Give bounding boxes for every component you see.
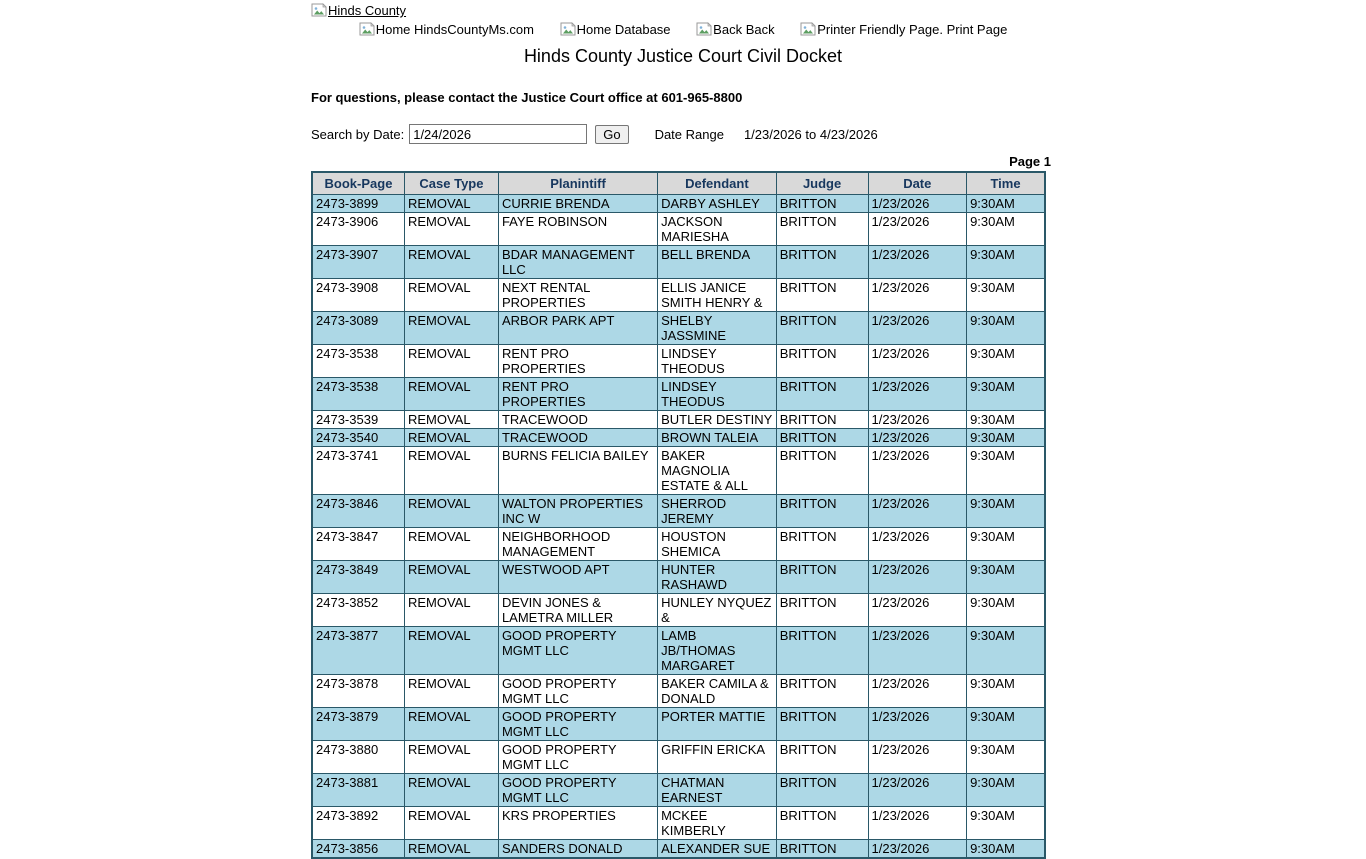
cell-plaintiff: DEVIN JONES & LAMETRA MILLER	[498, 594, 657, 627]
cell-defendant: HUNLEY NYQUEZ &	[658, 594, 777, 627]
cell-defendant: SHELBY JASSMINE	[658, 312, 777, 345]
cell-date: 1/23/2026	[868, 627, 967, 675]
page-container	[311, 0, 1055, 859]
cell-time: 9:30AM	[967, 495, 1045, 528]
go-button[interactable]: Go	[595, 125, 628, 144]
cell-time: 9:30AM	[967, 246, 1045, 279]
cell-time: 9:30AM	[967, 279, 1045, 312]
cell-time: 9:30AM	[967, 627, 1045, 675]
cell-plaintiff: SANDERS DONALD	[498, 840, 657, 859]
cell-time: 9:30AM	[967, 840, 1045, 859]
cell-defendant: GRIFFIN ERICKA	[658, 741, 777, 774]
cell-judge: BRITTON	[776, 447, 868, 495]
cell-time: 9:30AM	[967, 378, 1045, 411]
cell-case-type: REMOVAL	[404, 528, 498, 561]
cell-defendant: LINDSEY THEODUS	[658, 378, 777, 411]
cell-date: 1/23/2026	[868, 840, 967, 859]
cell-defendant: ELLIS JANICE SMITH HENRY &	[658, 279, 777, 312]
table-row	[312, 495, 1045, 528]
cell-case-type: REMOVAL	[404, 807, 498, 840]
cell-defendant: ALEXANDER SUE	[658, 840, 777, 859]
cell-book-page: 2473-3906	[312, 213, 404, 246]
table-row	[312, 774, 1045, 807]
cell-defendant: BELL BRENDA	[658, 246, 777, 279]
cell-book-page: 2473-3907	[312, 246, 404, 279]
column-header-time: Time	[967, 172, 1045, 195]
cell-date: 1/23/2026	[868, 279, 967, 312]
nav-label: HindsCountyMs.com	[414, 22, 534, 37]
cell-book-page: 2473-3879	[312, 708, 404, 741]
cell-judge: BRITTON	[776, 627, 868, 675]
docket-table-body	[312, 195, 1045, 859]
table-row	[312, 345, 1045, 378]
cell-judge: BRITTON	[776, 279, 868, 312]
cell-defendant: BROWN TALEIA	[658, 429, 777, 447]
cell-date: 1/23/2026	[868, 246, 967, 279]
page-number: Page 1	[1009, 154, 1051, 169]
cell-case-type: REMOVAL	[404, 675, 498, 708]
page-title: Hinds County Justice Court Civil Docket	[523, 46, 843, 66]
cell-date: 1/23/2026	[868, 774, 967, 807]
table-row	[312, 840, 1045, 859]
cell-date: 1/23/2026	[868, 741, 967, 774]
search-bar	[311, 124, 1055, 144]
table-row	[312, 627, 1045, 675]
nav-label: Back	[745, 22, 775, 37]
cell-plaintiff: TRACEWOOD	[498, 411, 657, 429]
date-range-label: Date Range	[654, 126, 724, 142]
cell-time: 9:30AM	[967, 741, 1045, 774]
cell-defendant: PORTER MATTIE	[658, 708, 777, 741]
broken-image-icon	[311, 3, 327, 17]
cell-defendant: SHERROD JEREMY	[658, 495, 777, 528]
cell-case-type: REMOVAL	[404, 561, 498, 594]
cell-case-type: REMOVAL	[404, 213, 498, 246]
cell-book-page: 2473-3881	[312, 774, 404, 807]
cell-plaintiff: WESTWOOD APT	[498, 561, 657, 594]
cell-book-page: 2473-3908	[312, 279, 404, 312]
table-row	[312, 246, 1045, 279]
cell-time: 9:30AM	[967, 411, 1045, 429]
cell-plaintiff: BDAR MANAGEMENT LLC	[498, 246, 657, 279]
cell-date: 1/23/2026	[868, 213, 967, 246]
cell-plaintiff: TRACEWOOD	[498, 429, 657, 447]
cell-time: 9:30AM	[967, 195, 1045, 213]
cell-judge: BRITTON	[776, 561, 868, 594]
cell-case-type: REMOVAL	[404, 246, 498, 279]
cell-time: 9:30AM	[967, 708, 1045, 741]
table-row	[312, 213, 1045, 246]
cell-judge: BRITTON	[776, 528, 868, 561]
cell-defendant: CHATMAN EARNEST	[658, 774, 777, 807]
broken-image-icon	[696, 22, 712, 36]
cell-book-page: 2473-3846	[312, 495, 404, 528]
column-header-book-page: Book-Page	[312, 172, 404, 195]
cell-book-page: 2473-3538	[312, 345, 404, 378]
table-row	[312, 807, 1045, 840]
table-row	[312, 708, 1045, 741]
cell-date: 1/23/2026	[868, 411, 967, 429]
cell-book-page: 2473-3538	[312, 378, 404, 411]
cell-date: 1/23/2026	[868, 312, 967, 345]
docket-table	[311, 171, 1046, 859]
search-date-input[interactable]	[409, 124, 587, 144]
nav-alt-text: Back	[713, 22, 743, 37]
cell-judge: BRITTON	[776, 246, 868, 279]
table-row	[312, 429, 1045, 447]
cell-book-page: 2473-3899	[312, 195, 404, 213]
table-row	[312, 675, 1045, 708]
docket-table-header	[312, 172, 1045, 195]
cell-plaintiff: GOOD PROPERTY MGMT LLC	[498, 741, 657, 774]
cell-defendant: BAKER MAGNOLIA ESTATE & ALL	[658, 447, 777, 495]
cell-defendant: HUNTER RASHAWD	[658, 561, 777, 594]
table-row	[312, 279, 1045, 312]
cell-case-type: REMOVAL	[404, 627, 498, 675]
cell-book-page: 2473-3847	[312, 528, 404, 561]
cell-case-type: REMOVAL	[404, 774, 498, 807]
nav-alt-text: Home	[375, 22, 411, 37]
cell-time: 9:30AM	[967, 528, 1045, 561]
cell-book-page: 2473-3878	[312, 675, 404, 708]
cell-case-type: REMOVAL	[404, 708, 498, 741]
cell-date: 1/23/2026	[868, 708, 967, 741]
cell-case-type: REMOVAL	[404, 594, 498, 627]
cell-date: 1/23/2026	[868, 447, 967, 495]
cell-date: 1/23/2026	[868, 429, 967, 447]
search-by-date-label: Search by Date:	[311, 126, 405, 142]
cell-date: 1/23/2026	[868, 561, 967, 594]
logo-alt-text: Hinds County	[328, 3, 407, 18]
cell-case-type: REMOVAL	[404, 345, 498, 378]
cell-defendant: DARBY ASHLEY	[658, 195, 777, 213]
cell-judge: BRITTON	[776, 429, 868, 447]
cell-case-type: REMOVAL	[404, 447, 498, 495]
cell-judge: BRITTON	[776, 312, 868, 345]
nav-label: Print Page	[946, 22, 1008, 37]
cell-time: 9:30AM	[967, 594, 1045, 627]
cell-defendant: LINDSEY THEODUS	[658, 345, 777, 378]
table-row	[312, 741, 1045, 774]
cell-judge: BRITTON	[776, 378, 868, 411]
cell-judge: BRITTON	[776, 741, 868, 774]
nav-home-database[interactable]	[560, 22, 671, 37]
cell-book-page: 2473-3741	[312, 447, 404, 495]
cell-plaintiff: ARBOR PARK APT	[498, 312, 657, 345]
cell-case-type: REMOVAL	[404, 195, 498, 213]
cell-judge: BRITTON	[776, 195, 868, 213]
cell-plaintiff: GOOD PROPERTY MGMT LLC	[498, 774, 657, 807]
cell-book-page: 2473-3849	[312, 561, 404, 594]
cell-defendant: BAKER CAMILA & DONALD	[658, 675, 777, 708]
cell-book-page: 2473-3539	[312, 411, 404, 429]
cell-judge: BRITTON	[776, 675, 868, 708]
nav-back[interactable]	[696, 22, 774, 37]
cell-case-type: REMOVAL	[404, 840, 498, 859]
broken-image-icon	[560, 22, 576, 36]
broken-image-icon	[359, 22, 375, 36]
cell-time: 9:30AM	[967, 447, 1045, 495]
cell-judge: BRITTON	[776, 213, 868, 246]
table-row	[312, 411, 1045, 429]
cell-time: 9:30AM	[967, 675, 1045, 708]
cell-case-type: REMOVAL	[404, 741, 498, 774]
cell-date: 1/23/2026	[868, 345, 967, 378]
cell-judge: BRITTON	[776, 708, 868, 741]
cell-book-page: 2473-3877	[312, 627, 404, 675]
nav-print-page[interactable]	[800, 22, 1007, 37]
cell-judge: BRITTON	[776, 594, 868, 627]
contact-info-line: For questions, please contact the Justice Court office at 601-965-8800	[311, 90, 743, 105]
hinds-county-logo-link[interactable]	[311, 3, 406, 18]
cell-defendant: LAMB JB/THOMAS MARGARET	[658, 627, 777, 675]
cell-date: 1/23/2026	[868, 675, 967, 708]
nav-home-hindscountyms[interactable]	[359, 22, 534, 37]
cell-judge: BRITTON	[776, 807, 868, 840]
cell-date: 1/23/2026	[868, 807, 967, 840]
nav-alt-text: Home	[576, 22, 612, 37]
cell-judge: BRITTON	[776, 495, 868, 528]
table-row	[312, 195, 1045, 213]
cell-book-page: 2473-3852	[312, 594, 404, 627]
cell-time: 9:30AM	[967, 213, 1045, 246]
cell-defendant: HOUSTON SHEMICA	[658, 528, 777, 561]
cell-judge: BRITTON	[776, 840, 868, 859]
table-row	[312, 447, 1045, 495]
nav-alt-text: Printer Friendly Page.	[817, 22, 943, 37]
cell-date: 1/23/2026	[868, 378, 967, 411]
cell-case-type: REMOVAL	[404, 429, 498, 447]
cell-plaintiff: GOOD PROPERTY MGMT LLC	[498, 627, 657, 675]
cell-case-type: REMOVAL	[404, 279, 498, 312]
cell-book-page: 2473-3856	[312, 840, 404, 859]
cell-book-page: 2473-3880	[312, 741, 404, 774]
cell-plaintiff: RENT PRO PROPERTIES	[498, 378, 657, 411]
cell-date: 1/23/2026	[868, 528, 967, 561]
cell-time: 9:30AM	[967, 429, 1045, 447]
cell-plaintiff: FAYE ROBINSON	[498, 213, 657, 246]
cell-book-page: 2473-3089	[312, 312, 404, 345]
broken-image-icon	[800, 22, 816, 36]
column-header-plaintiff: Planintiff	[498, 172, 657, 195]
cell-case-type: REMOVAL	[404, 495, 498, 528]
cell-judge: BRITTON	[776, 774, 868, 807]
column-header-defendant: Defendant	[658, 172, 777, 195]
cell-defendant: MCKEE KIMBERLY	[658, 807, 777, 840]
cell-book-page: 2473-3892	[312, 807, 404, 840]
cell-date: 1/23/2026	[868, 495, 967, 528]
table-row	[312, 561, 1045, 594]
column-header-case-type: Case Type	[404, 172, 498, 195]
cell-plaintiff: KRS PROPERTIES	[498, 807, 657, 840]
logo-row	[311, 3, 1055, 18]
cell-plaintiff: CURRIE BRENDA	[498, 195, 657, 213]
cell-time: 9:30AM	[967, 561, 1045, 594]
cell-time: 9:30AM	[967, 774, 1045, 807]
cell-time: 9:30AM	[967, 807, 1045, 840]
cell-case-type: REMOVAL	[404, 378, 498, 411]
table-row	[312, 312, 1045, 345]
cell-plaintiff: GOOD PROPERTY MGMT LLC	[498, 708, 657, 741]
cell-plaintiff: RENT PRO PROPERTIES	[498, 345, 657, 378]
column-header-judge: Judge	[776, 172, 868, 195]
cell-plaintiff: BURNS FELICIA BAILEY	[498, 447, 657, 495]
cell-case-type: REMOVAL	[404, 312, 498, 345]
header-row	[312, 172, 1045, 195]
cell-date: 1/23/2026	[868, 594, 967, 627]
table-row	[312, 594, 1045, 627]
cell-book-page: 2473-3540	[312, 429, 404, 447]
cell-time: 9:30AM	[967, 312, 1045, 345]
cell-plaintiff: NEXT RENTAL PROPERTIES	[498, 279, 657, 312]
column-header-date: Date	[868, 172, 967, 195]
cell-plaintiff: WALTON PROPERTIES INC W	[498, 495, 657, 528]
table-row	[312, 528, 1045, 561]
date-range-value: 1/23/2026 to 4/23/2026	[743, 126, 878, 142]
cell-judge: BRITTON	[776, 411, 868, 429]
cell-judge: BRITTON	[776, 345, 868, 378]
table-row	[312, 378, 1045, 411]
nav-label: Database	[614, 22, 671, 37]
cell-plaintiff: NEIGHBORHOOD MANAGEMENT	[498, 528, 657, 561]
nav-bar	[311, 22, 1055, 37]
cell-date: 1/23/2026	[868, 195, 967, 213]
cell-defendant: JACKSON MARIESHA	[658, 213, 777, 246]
cell-case-type: REMOVAL	[404, 411, 498, 429]
cell-plaintiff: GOOD PROPERTY MGMT LLC	[498, 675, 657, 708]
cell-defendant: BUTLER DESTINY	[658, 411, 777, 429]
cell-time: 9:30AM	[967, 345, 1045, 378]
